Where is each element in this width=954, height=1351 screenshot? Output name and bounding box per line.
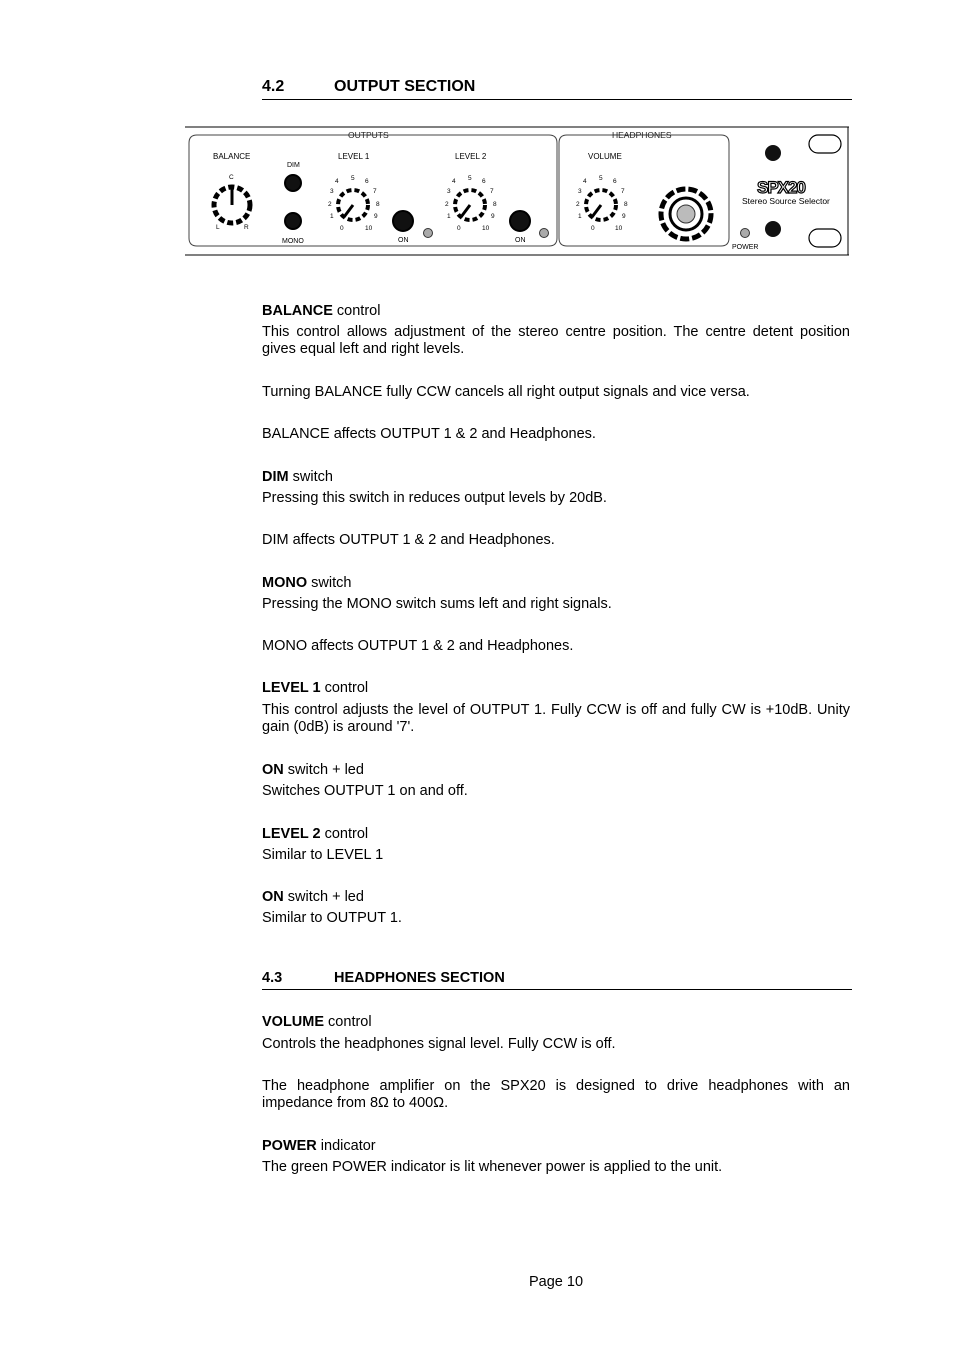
section-number: 4.3 <box>262 970 283 986</box>
svg-text:7: 7 <box>490 188 494 195</box>
volume-heading: VOLUME control <box>262 1014 372 1030</box>
svg-text:10: 10 <box>615 225 623 232</box>
on2-desc-1: Similar to OUTPUT 1. <box>262 910 402 926</box>
output2-on-label: ON <box>515 237 526 244</box>
svg-text:1: 1 <box>330 213 334 220</box>
svg-text:9: 9 <box>622 213 626 220</box>
brand-logo: SPX20 <box>757 178 805 197</box>
output1-led <box>424 229 433 238</box>
section-number: 4.2 <box>262 78 285 95</box>
svg-text:5: 5 <box>599 175 603 182</box>
svg-text:7: 7 <box>373 188 377 195</box>
svg-text:1: 1 <box>578 213 582 220</box>
section-heading-output <box>262 78 852 100</box>
mono-desc-2: MONO affects OUTPUT 1 & 2 and Headphones. <box>262 638 574 654</box>
screw-bottom-icon <box>765 221 781 237</box>
outputs-label: OUTPUTS <box>348 130 389 140</box>
section-heading-headphones <box>262 970 852 990</box>
svg-text:2: 2 <box>328 201 332 208</box>
dim-label: DIM <box>287 162 300 169</box>
svg-text:9: 9 <box>491 213 495 220</box>
svg-text:LEVEL 1: LEVEL 1 <box>338 152 370 161</box>
headphone-jack <box>661 189 711 239</box>
section-title: OUTPUT SECTION <box>334 78 476 95</box>
mono-desc-1: Pressing the MONO switch sums left and right signals. <box>262 596 612 612</box>
front-panel-diagram <box>185 125 850 257</box>
level1-knob <box>328 152 380 232</box>
svg-text:1: 1 <box>447 213 451 220</box>
svg-text:VOLUME: VOLUME <box>588 152 622 161</box>
balance-desc-1: This control allows adjustment of the stereo centre position. The centre detent position gives equal left and right levels. <box>262 324 850 357</box>
svg-text:4: 4 <box>335 178 339 185</box>
svg-text:6: 6 <box>365 178 369 185</box>
section-title: HEADPHONES SECTION <box>334 970 505 986</box>
svg-text:0: 0 <box>591 225 595 232</box>
power-label: POWER <box>732 244 759 251</box>
svg-text:L: L <box>216 224 220 231</box>
svg-text:10: 10 <box>365 225 373 232</box>
balance-knob <box>213 152 250 231</box>
svg-text:5: 5 <box>351 175 355 182</box>
headphones-label: HEADPHONES <box>612 130 672 140</box>
power-heading: POWER indicator <box>262 1138 376 1154</box>
balance-heading: BALANCE control <box>262 303 381 319</box>
svg-text:3: 3 <box>578 188 582 195</box>
svg-text:5: 5 <box>468 175 472 182</box>
level2-desc-1: Similar to LEVEL 1 <box>262 847 384 863</box>
output1-on-label: ON <box>398 237 409 244</box>
mono-button <box>285 213 301 229</box>
brand-subtitle: Stereo Source Selector <box>742 196 830 206</box>
svg-text:BALANCE: BALANCE <box>213 152 251 161</box>
rack-slot-top <box>809 135 841 153</box>
svg-text:0: 0 <box>457 225 461 232</box>
svg-text:3: 3 <box>330 188 334 195</box>
svg-text:8: 8 <box>493 201 497 208</box>
svg-text:4: 4 <box>583 178 587 185</box>
balance-desc-2: Turning BALANCE fully CCW cancels all right output signals and vice versa. <box>262 384 750 400</box>
dim-desc-2: DIM affects OUTPUT 1 & 2 and Headphones. <box>262 532 555 548</box>
power-led <box>741 229 750 238</box>
on1-heading: ON switch + led <box>262 762 364 778</box>
volume-desc-1: Controls the headphones signal level. Fully CCW is off. <box>262 1036 616 1052</box>
svg-text:2: 2 <box>576 201 580 208</box>
on2-heading: ON switch + led <box>262 889 364 905</box>
svg-text:6: 6 <box>482 178 486 185</box>
svg-text:4: 4 <box>452 178 456 185</box>
svg-text:0: 0 <box>340 225 344 232</box>
output1-on-button <box>393 211 413 231</box>
power-desc-1: The green POWER indicator is lit whenever power is applied to the unit. <box>262 1159 723 1175</box>
balance-desc-3: BALANCE affects OUTPUT 1 & 2 and Headphones. <box>262 426 596 442</box>
svg-text:10: 10 <box>482 225 490 232</box>
svg-text:8: 8 <box>376 201 380 208</box>
svg-text:C: C <box>229 174 234 181</box>
svg-text:8: 8 <box>624 201 628 208</box>
screw-top-icon <box>765 145 781 161</box>
output2-led <box>540 229 549 238</box>
svg-text:7: 7 <box>621 188 625 195</box>
page-number: Page 10 <box>528 1274 584 1290</box>
volume-knob <box>576 152 628 232</box>
svg-text:3: 3 <box>447 188 451 195</box>
dim-heading: DIM switch <box>262 469 333 485</box>
level2-knob <box>445 152 497 232</box>
volume-desc-2: The headphone amplifier on the SPX20 is designed to drive headphones with an impedance from 8Ω to 400Ω. <box>262 1078 850 1111</box>
svg-text:LEVEL 2: LEVEL 2 <box>455 152 487 161</box>
level1-heading: LEVEL 1 control <box>262 680 369 696</box>
rack-slot-bottom <box>809 229 841 247</box>
mono-heading: MONO switch <box>262 575 352 591</box>
dim-button <box>285 175 301 191</box>
output2-on-button <box>510 211 530 231</box>
svg-text:R: R <box>244 224 249 231</box>
on1-desc-1: Switches OUTPUT 1 on and off. <box>262 783 468 799</box>
svg-text:9: 9 <box>374 213 378 220</box>
level1-desc-1: This control adjusts the level of OUTPUT 1. Fully CCW is off and fully CW is +10dB. Unity gain (0dB) is around '7'. <box>262 702 850 735</box>
mono-label: MONO <box>282 238 304 245</box>
svg-text:2: 2 <box>445 201 449 208</box>
dim-desc-1: Pressing this switch in reduces output levels by 20dB. <box>262 490 607 506</box>
svg-text:6: 6 <box>613 178 617 185</box>
level2-heading: LEVEL 2 control <box>262 826 369 842</box>
